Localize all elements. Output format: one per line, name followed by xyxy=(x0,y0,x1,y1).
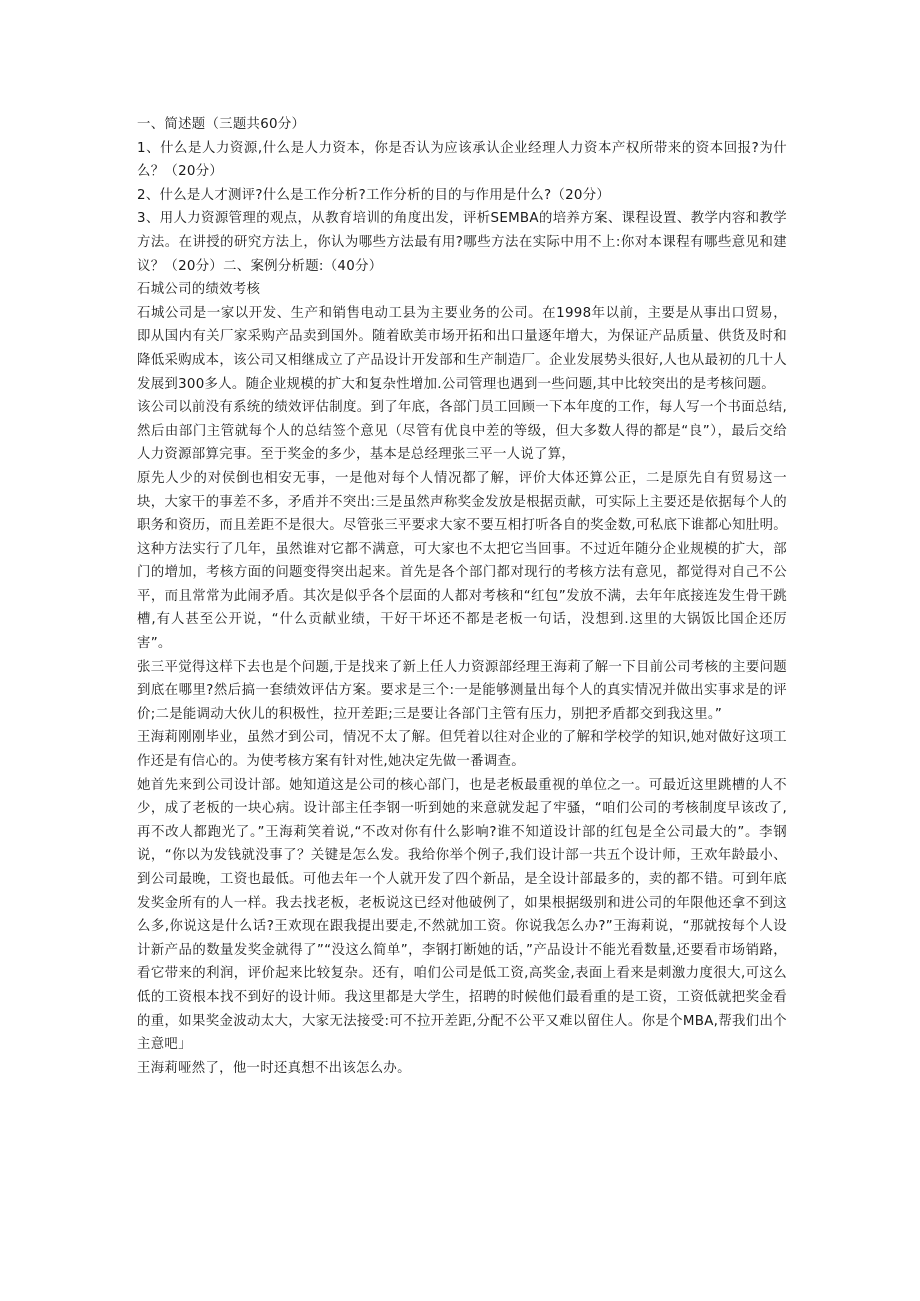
document-page xyxy=(137,113,787,1080)
case-title: 石城公司的绩效考核 xyxy=(137,282,261,298)
case-paragraph: 王海莉哑然了，他一时还真想不出该怎么办。 xyxy=(137,1060,411,1076)
case-paragraph: 张三平觉得这样下去也是个问题,于是找来了新上任人力资源部经理王海莉了解一下目前公司考核的主要问题到底在哪里?然后搞一套绩效评估方案。要求是三个:一是能够测量出每个人的真实情况并做出实事求是的评价;二是能调动大伙儿的积极性，拉开差距;三是要让各部门主管有压力，别把矛盾都交到我这里。” xyxy=(137,659,787,722)
case-paragraph: 王海莉刚刚毕业，虽然才到公司，情况不太了解。但凭着以往对企业的了解和学校学的知识,她对做好这项工作还是有信心的。为使考核方案有针对性,她决定先做一番调查。 xyxy=(137,730,787,770)
question-3: 3、用人力资源管理的观点，从教育培训的角度出发，评析SEMBA的培养方案、课程设置、教学内容和教学方法。在讲授的研究方法上，你认为哪些方法最有用?哪些方法在实际中用不上:你对本课程有哪些意见和建议？（20分）二、案例分析题:（40分） xyxy=(137,211,787,274)
question-2: 2、什么是人才测评?什么是工作分析?工作分析的目的与作用是什么?（20分） xyxy=(137,187,611,203)
case-paragraph: 她首先来到公司设计部。她知道这是公司的核心部门，也是老板最重视的单位之一。可最近这里跳槽的人不少，成了老板的一块心病。设计部主任李钢一听到她的来意就发起了牢骚，“咱们公司的考核制度早该改了,再不改人都跑光了。”王海莉笑着说,“不改对你有什么影响?谁不知道设计部的红包是全公司最大的”。李钢说，“你以为发钱就没事了？关键是怎么发。我给你举个例子,我们设计部一共五个设计师，王欢年龄最小、到公司最晚，工资也最低。可他去年一个人就开发了四个新品，是全设计部最多的，卖的都不错。可到年底发奖金所有的人一样。我去找老板，老板说这已经对他破例了，如果根据级别和进公司的年限他还拿不到这么多,你说这是什么话?王欢现在跟我提出要走,不然就加工资。你说我怎么办?”王海莉说，“那就按每个人设计新产品的数量发奖金就得了”“没这么简单”，李钢打断她的话，”产品设计不能光看数量,还要看市场销路，看它带来的利润，评价起来比较复杂。还有，咱们公司是低工资,高奖金,表面上看来是刺激力度很大,可这么低的工资根本找不到好的设计师。我这里都是大学生，招聘的时候他们最看重的是工资，工资低就把奖金看的重，如果奖金波动太大，大家无法接受:可不拉开差距,分配不公平又难以留住人。你是个MBA,帮我们出个主意吧」 xyxy=(137,777,787,1053)
section1-heading: 一、简述题（三题共60分） xyxy=(137,117,306,132)
question-1: 1、什么是人力资源,什么是人力资本，你是否认为应该承认企业经理人力资本产权所带来的资本回报?为什么？（20分） xyxy=(137,140,787,180)
case-paragraph: 该公司以前没有系统的绩效评估制度。到了年底，各部门员工回顾一下本年度的工作，每人写一个书面总结,然后由部门主管就每个人的总结签个意见（尽管有优良中差的等级，但大多数人得的都是“良”），最后交给人力资源部算完事。至于奖金的多少，基本是总经理张三平一人说了算， xyxy=(137,400,787,463)
case-paragraph: 石城公司是一家以开发、生产和销售电动工县为主要业务的公司。在1998年以前，主要是从事出口贸易，即从国内有关厂家采购产品卖到国外。随着欧美市场开拓和出口量逐年增大，为保证产品质量、供货及时和降低采购成本，该公司又相继成立了产品设计开发部和生产制造厂。企业发展势头很好,人也从最初的几十人发展到300多人。随企业规模的扩大和复杂性增加.公司管理也遇到一些问题,其中比较突出的是考核问题。 xyxy=(137,305,787,392)
case-paragraph: 原先人少的对侯倒也相安无事，一是他对每个人情况都了解，评价大体还算公正，二是原先自有贸易这一块，大家干的事差不多，矛盾并不突出:三是虽然声称奖金发放是根据贡献，可实际上主要还是依据每个人的职务和资历，而且差距不是很大。尽管张三平要求大家不要互相打听各自的奖金数,可私底下谁都心知肚明。这种方法实行了几年，虽然谁对它都不满意，可大家也不太把它当回事。不过近年随分企业规模的扩大，部门的增加，考核方面的问题变得突出起来。首先是各个部门都对现行的考核方法有意见，都觉得对自己不公平，而且常常为此闹矛盾。其次是似乎各个层面的人都对考核和“红包”发放不满，去年年底接连发生骨干跳槽,有人甚至公开说，“什么贡献业绩，干好干坏还不都是老板一句话，没想到.这里的大锅饭比国企还厉害”。 xyxy=(137,470,787,652)
